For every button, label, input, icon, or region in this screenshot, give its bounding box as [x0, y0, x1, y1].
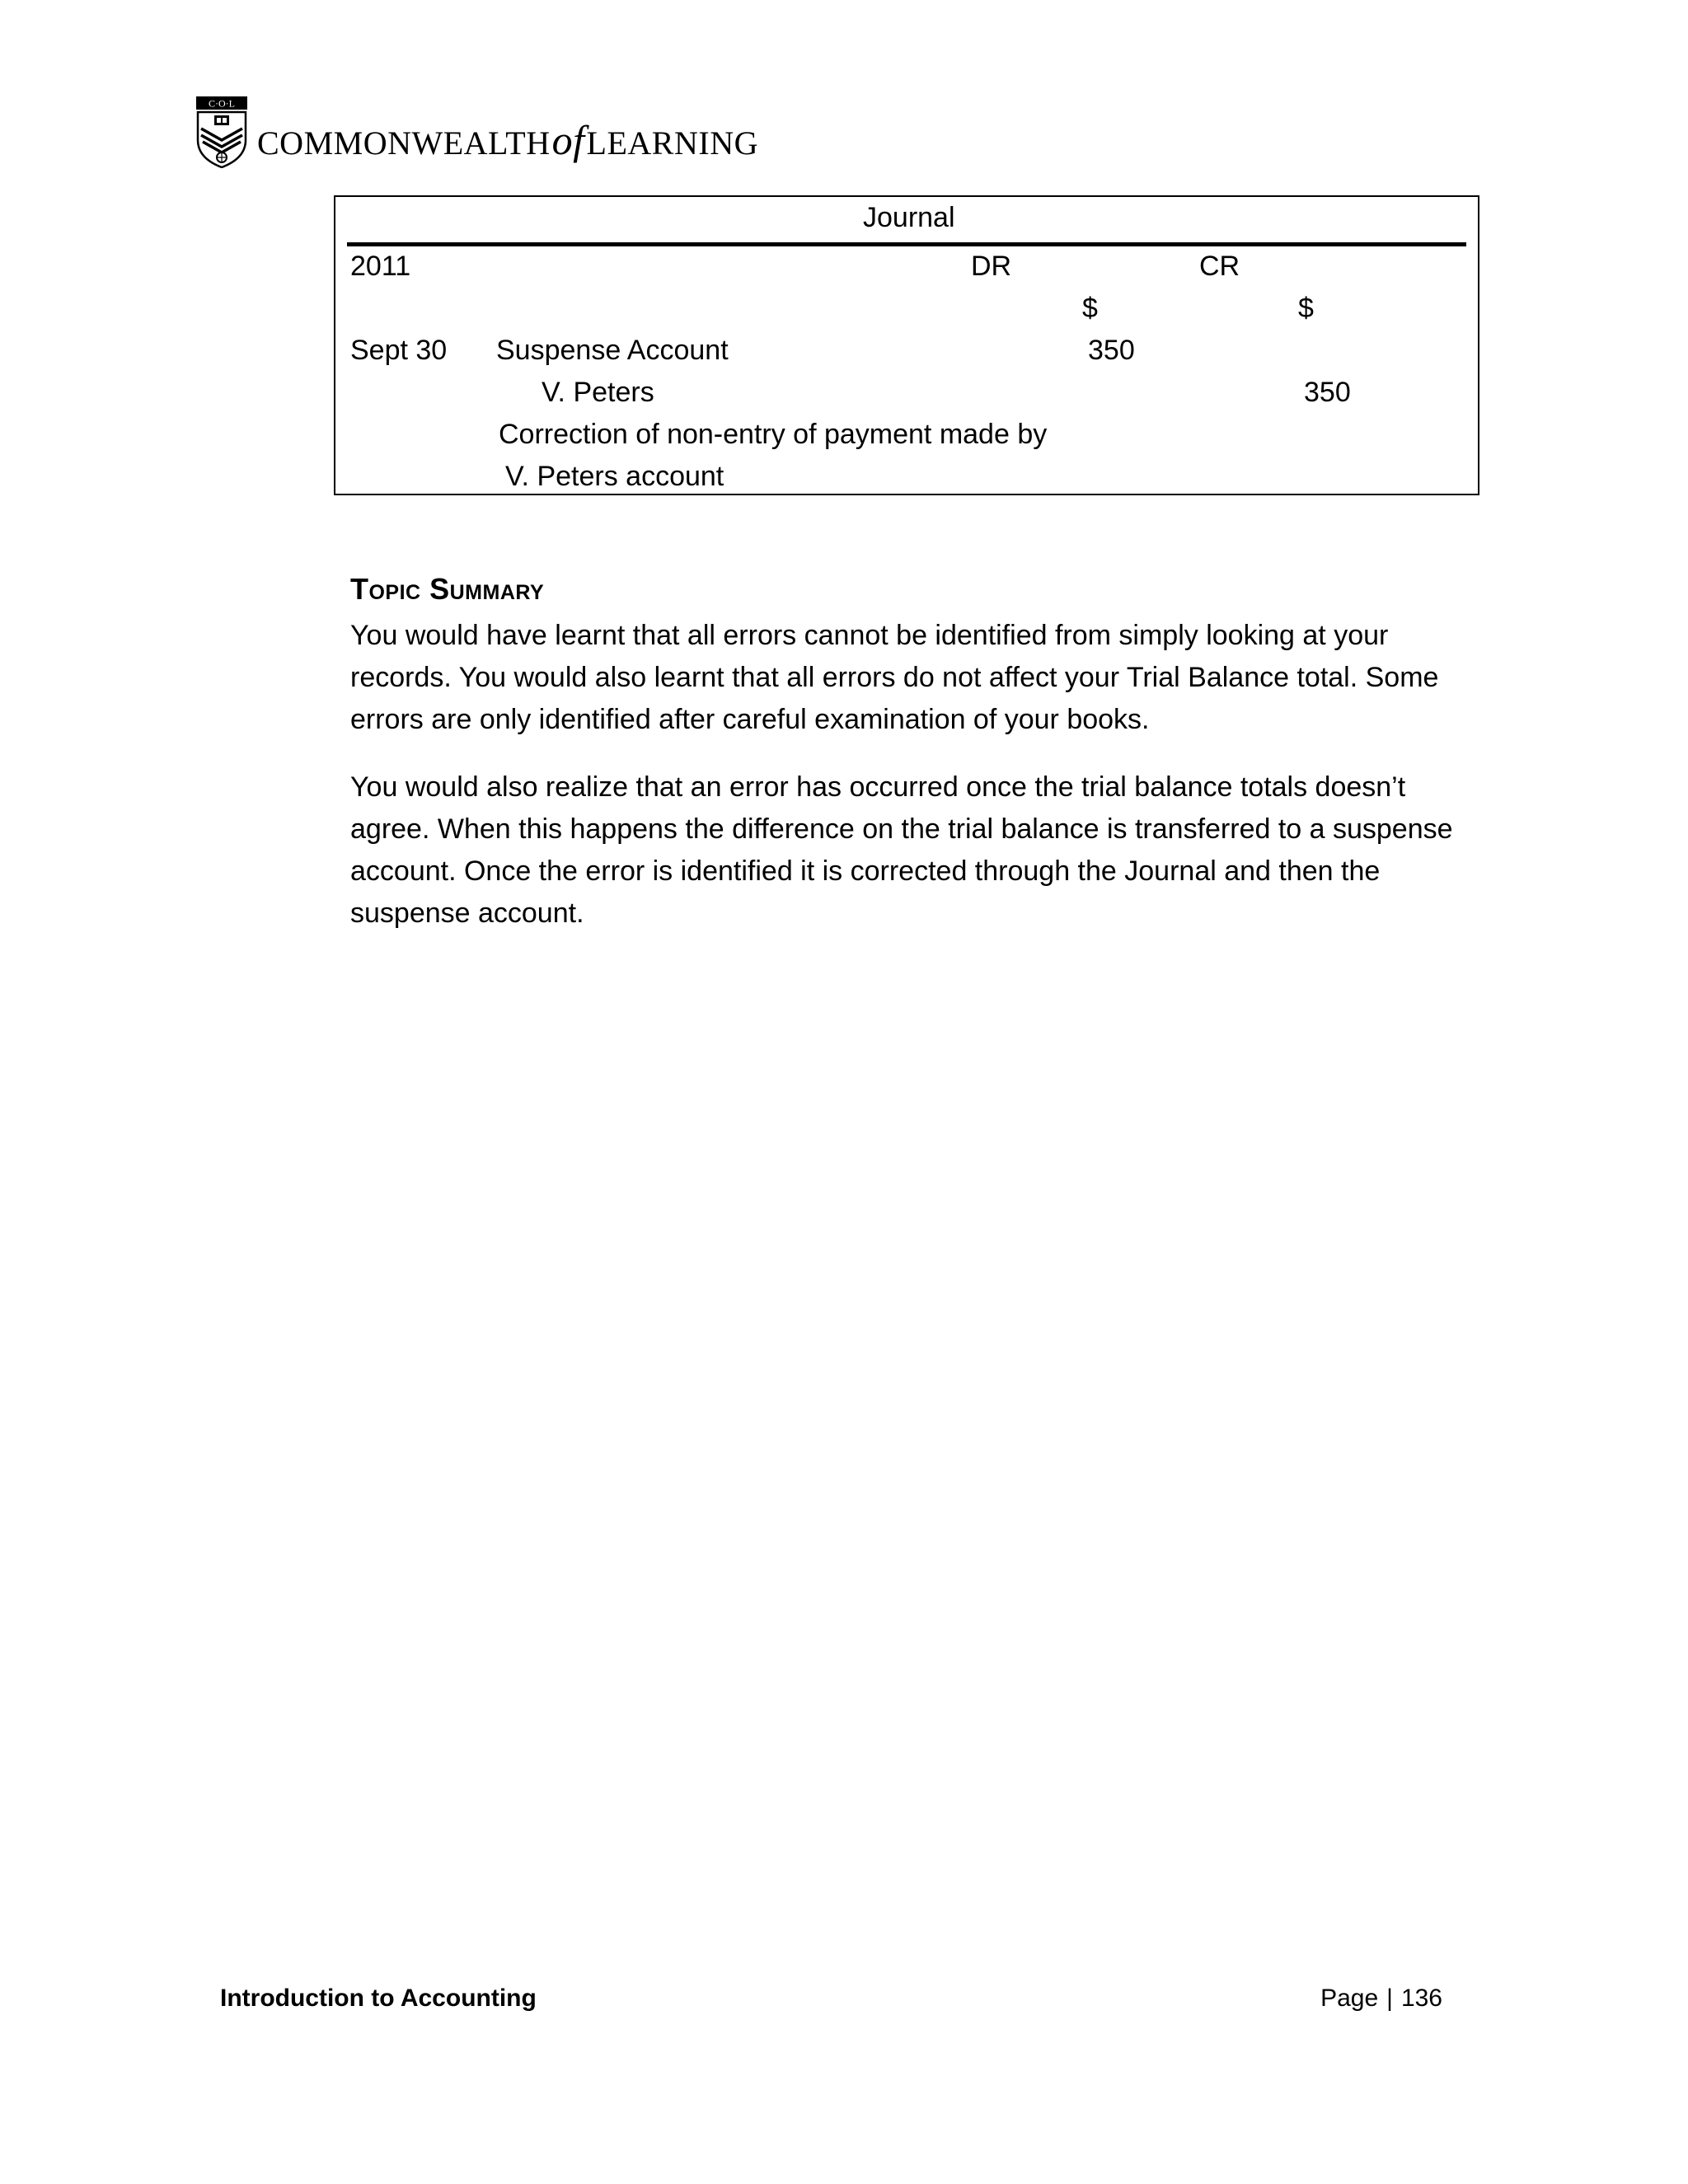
footer-page-info [1320, 1985, 1442, 2013]
logo-word-of: of [551, 117, 585, 163]
debit-amount: 350 [1088, 335, 1135, 366]
journal-header-rule [347, 242, 1466, 246]
cr-column-label: CR [1199, 251, 1240, 282]
narration-line-1: Correction of non-entry of payment made by [499, 419, 1048, 450]
logo-word-commonwealth: COMMONWEALTH [257, 124, 551, 162]
journal-table [334, 195, 1479, 495]
col-shield-icon [195, 96, 249, 168]
entry-date: Sept 30 [350, 335, 448, 366]
page-label: Page [1320, 1985, 1379, 2012]
logo-wordmark [257, 116, 758, 164]
footer-course-title: Introduction to Accounting [220, 1985, 537, 2012]
page-number: 136 [1400, 1985, 1442, 2012]
logo-badge-text: C·O·L [209, 97, 235, 110]
logo-word-learning: LEARNING [586, 124, 758, 162]
dr-column-label: DR [971, 251, 1012, 282]
dr-currency: $ [1082, 293, 1098, 324]
topic-summary-heading: Topic Summary [350, 572, 545, 606]
journal-title: Journal [863, 202, 955, 233]
credit-account: V. Peters [542, 377, 654, 408]
header-logo [195, 96, 758, 168]
narration-line-2: V. Peters account [505, 461, 724, 492]
summary-paragraph-1: You would have learnt that all errors cannot be identified from simply looking at your records. You would also learnt that all errors do not affect your Trial Balance total. Some errors are only identified after careful examination of your books. [350, 620, 1439, 735]
journal-year: 2011 [350, 251, 411, 282]
debit-account: Suspense Account [496, 335, 729, 366]
cr-currency: $ [1298, 293, 1314, 324]
summary-paragraph-2: You would also realize that an error has occurred once the trial balance totals doesn’t agree. When this happens the difference on the trial balance is transferred to a suspense account. Once the error is identified it is corrected through the Journal and then the suspense account. [350, 771, 1453, 929]
page-separator: | [1386, 1985, 1393, 2012]
credit-amount: 350 [1304, 377, 1351, 408]
